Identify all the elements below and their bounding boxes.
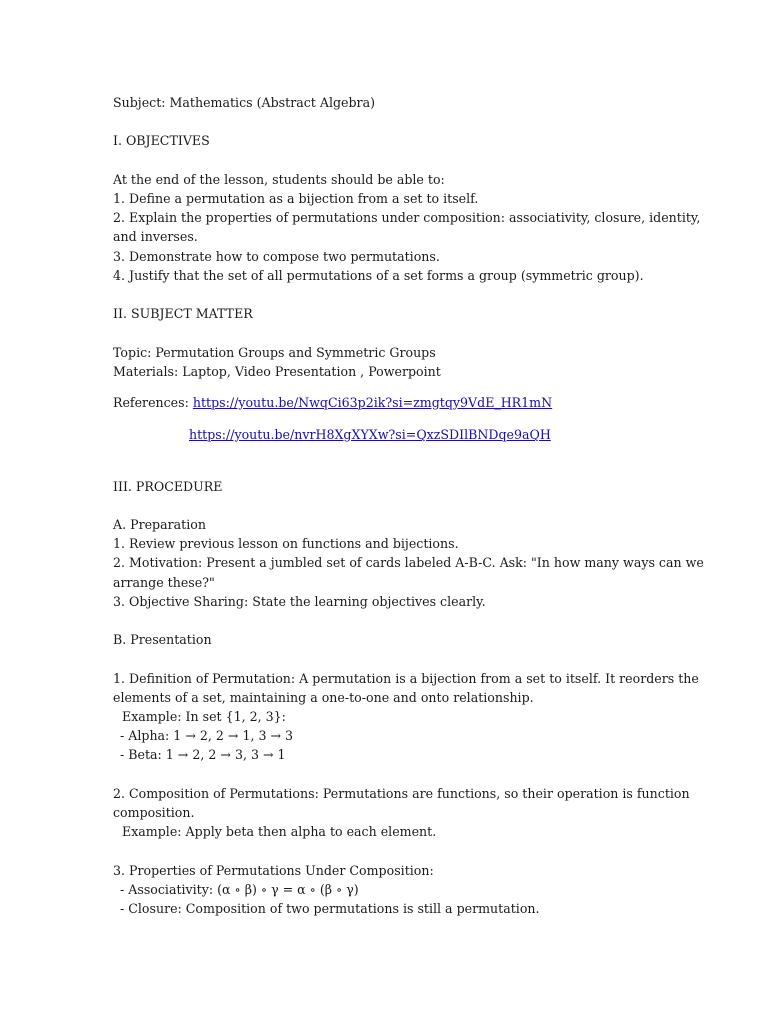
composition-example-line: Example: Apply beta then alpha to each element. <box>122 824 437 840</box>
associativity-line: - Associativity: (α ∘ β) ∘ γ = α ∘ (β ∘ γ) <box>120 881 359 897</box>
reference-link-2[interactable]: https://youtu.be/nvrH8XgXYXw?si=QxzSDIlBNDqe9aQH <box>189 427 551 443</box>
example-line: Example: In set {1, 2, 3}: <box>122 708 286 724</box>
references-label: References: <box>113 394 193 410</box>
example-beta-line: - Beta: 1 → 2, 2 → 3, 3 → 1 <box>120 747 286 763</box>
objective-item: 3. Demonstrate how to compose two permutations. <box>113 248 440 264</box>
presentation-heading: B. Presentation <box>113 632 212 648</box>
objectives-heading: I. OBJECTIVES <box>113 133 210 149</box>
objective-item: 1. Define a permutation as a bijection from a set to itself. <box>113 190 479 206</box>
closure-line: - Closure: Composition of two permutations is still a permutation. <box>120 900 540 916</box>
objective-item: and inverses. <box>113 229 198 245</box>
objective-item: 4. Justify that the set of all permutations of a set forms a group (symmetric group). <box>113 267 644 283</box>
definition-line: elements of a set, maintaining a one-to-one and onto relationship. <box>113 689 534 705</box>
composition-line: 2. Composition of Permutations: Permutations are functions, so their operation is function <box>113 785 690 801</box>
preparation-heading: A. Preparation <box>113 516 206 532</box>
preparation-line: 2. Motivation: Present a jumbled set of cards labeled A-B-C. Ask: "In how many ways can we <box>113 555 704 571</box>
example-alpha-line: - Alpha: 1 → 2, 2 → 1, 3 → 3 <box>120 728 294 744</box>
preparation-line: 1. Review previous lesson on functions and bijections. <box>113 536 459 552</box>
preparation-line: 3. Objective Sharing: State the learning objectives clearly. <box>113 593 486 609</box>
procedure-heading: III. PROCEDURE <box>113 478 223 494</box>
subject-matter-heading: II. SUBJECT MATTER <box>113 306 253 322</box>
materials-line: Materials: Laptop, Video Presentation , Powerpoint <box>113 363 441 379</box>
subject-line: Subject: Mathematics (Abstract Algebra) <box>113 95 375 110</box>
composition-line: composition. <box>113 804 195 820</box>
preparation-line: arrange these?" <box>113 574 215 590</box>
references-line-2 <box>113 425 668 444</box>
references-line <box>113 393 668 412</box>
reference-link-1[interactable]: https://youtu.be/NwqCi63p2ik?si=zmgtqy9VdE_HR1mN <box>192 394 553 410</box>
properties-heading-line: 3. Properties of Permutations Under Composition: <box>113 862 434 878</box>
topic-line: Topic: Permutation Groups and Symmetric Groups <box>113 344 436 360</box>
definition-line: 1. Definition of Permutation: A permutation is a bijection from a set to itself. It reorders the <box>113 670 699 686</box>
objectives-intro: At the end of the lesson, students should be able to: <box>113 171 445 187</box>
objective-item: 2. Explain the properties of permutations under composition: associativity, closure, identity, <box>113 210 701 226</box>
